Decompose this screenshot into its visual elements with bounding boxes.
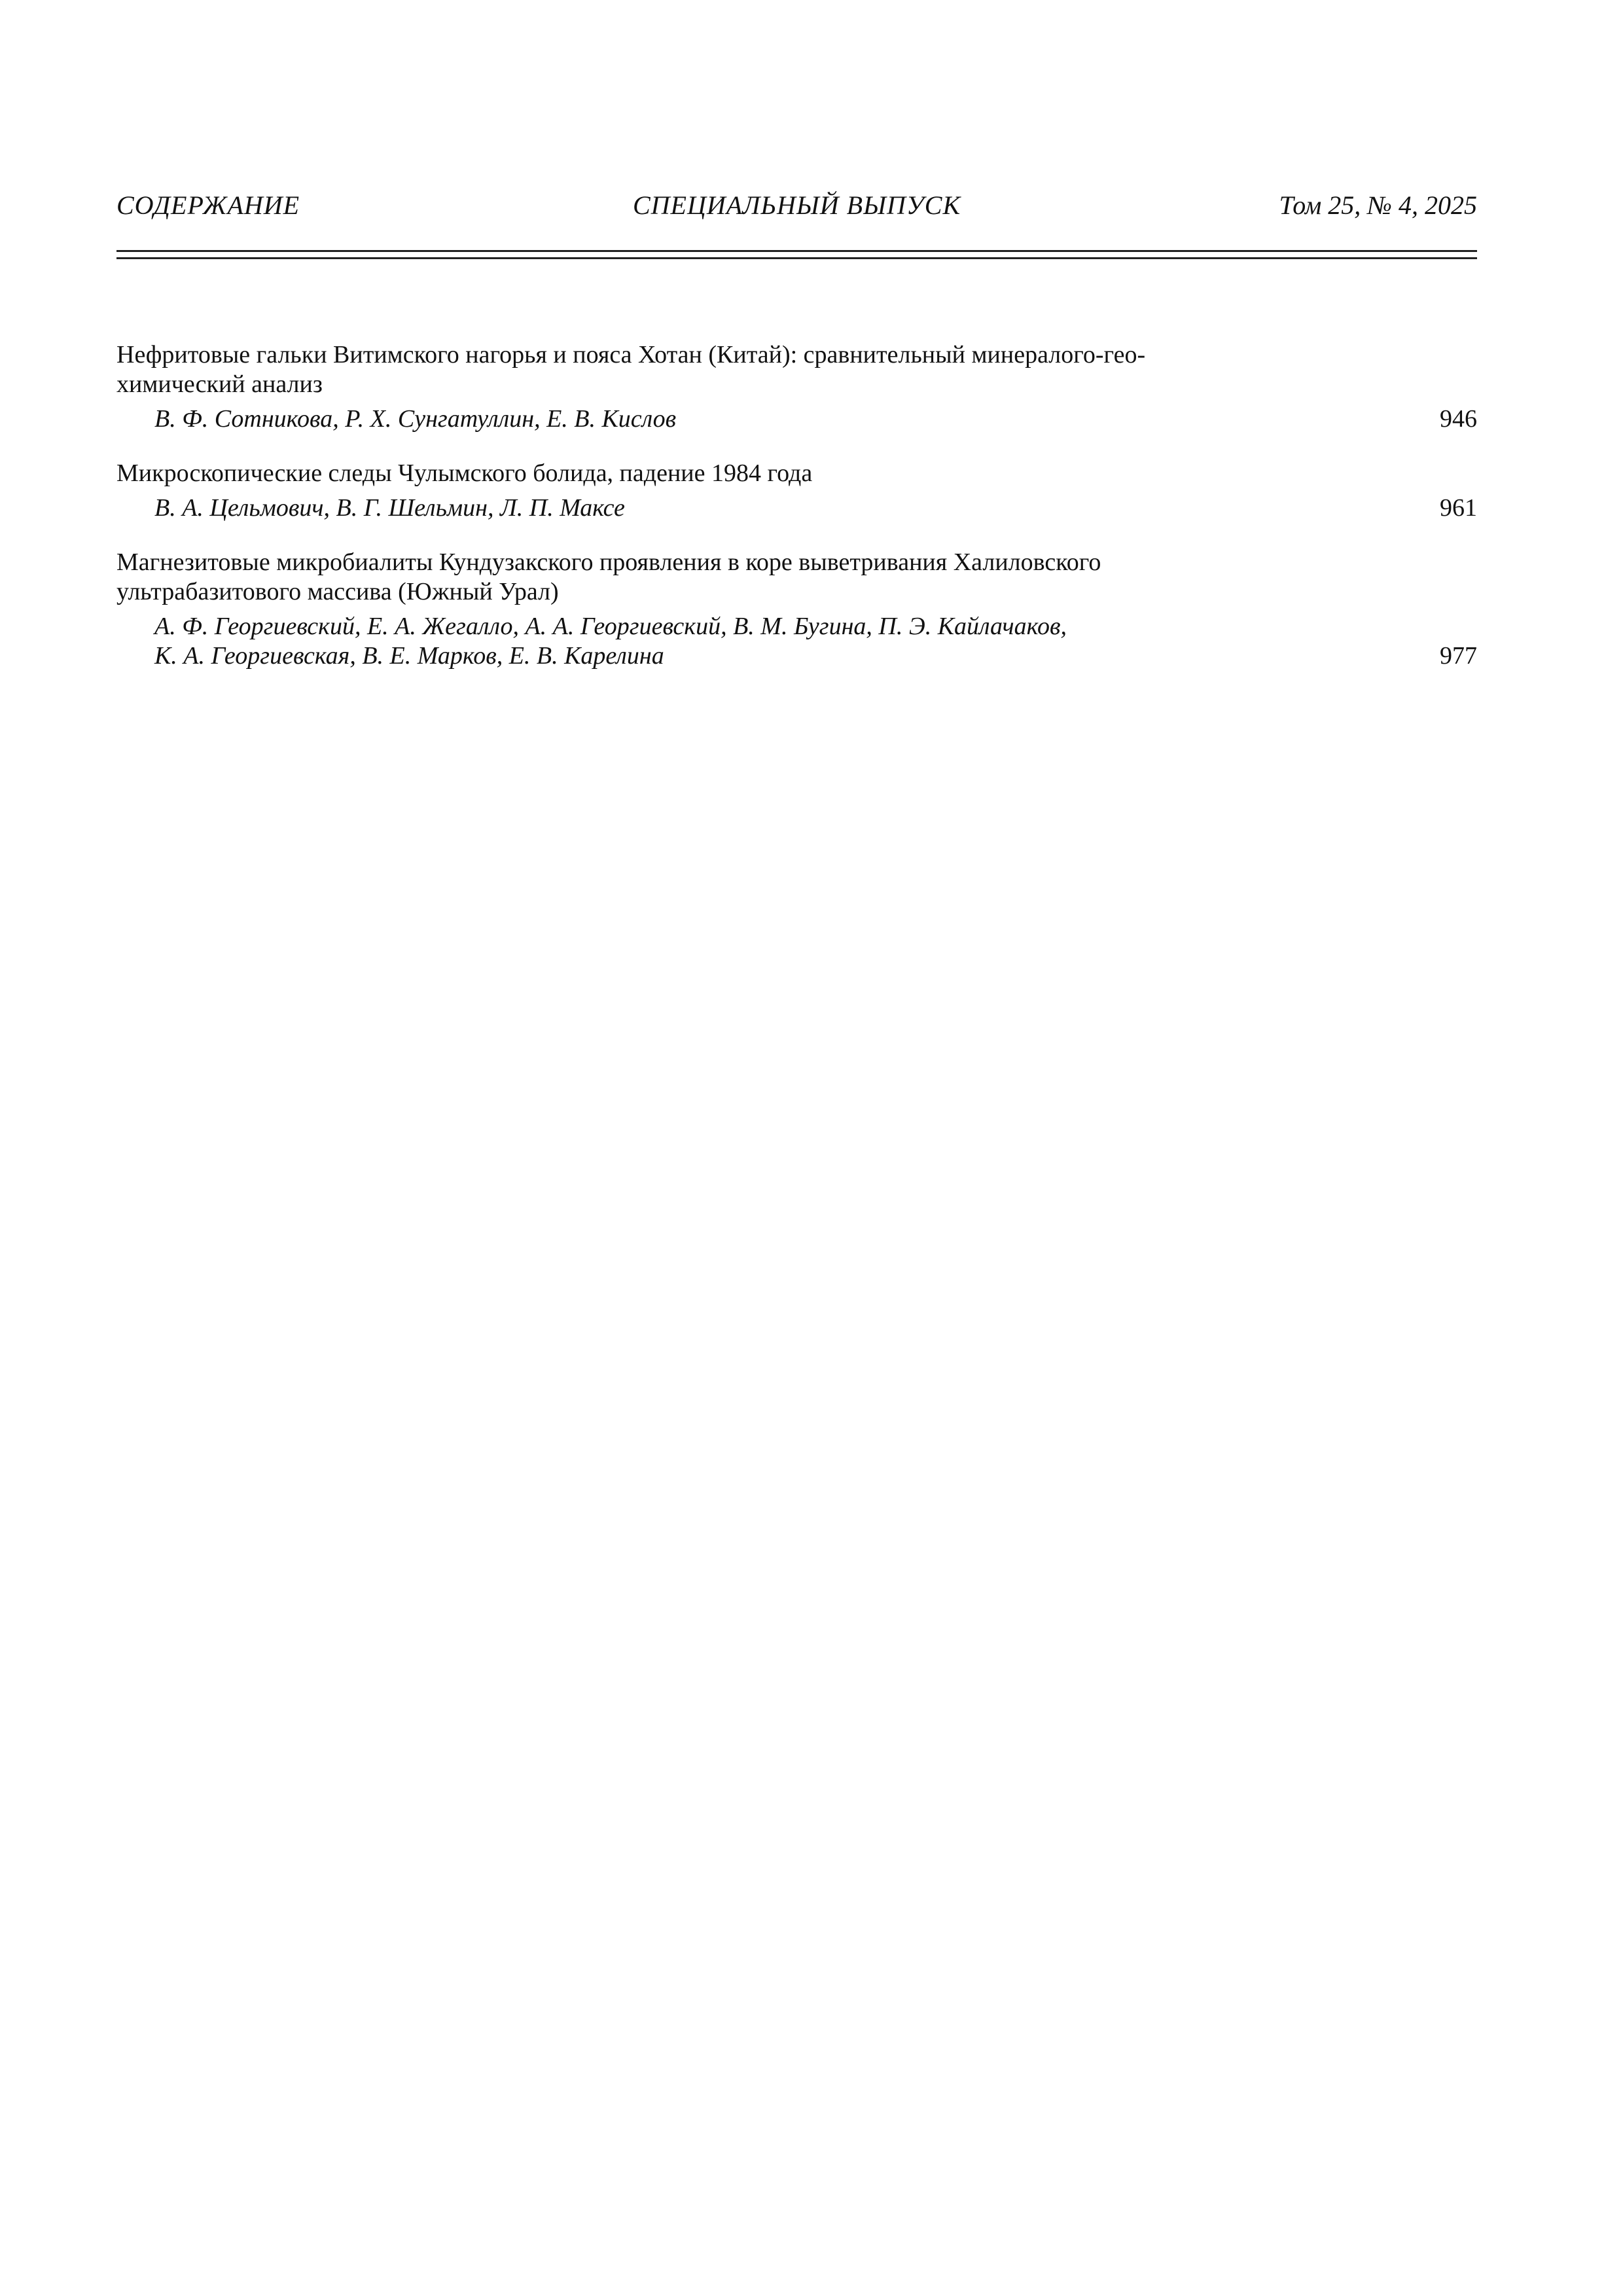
header-rule-bottom	[116, 257, 1477, 259]
toc-authors-line: В. Ф. Сотникова, Р. Х. Сунгатуллин, Е. В. Кислов	[154, 405, 677, 433]
toc-authors-row	[116, 612, 1477, 671]
toc-entry	[116, 459, 1477, 523]
toc-entry-title[interactable]	[116, 340, 1275, 399]
toc-title-line: Магнезитовые микробиалиты Кундузакского проявления в коре выветривания Халиловского	[116, 548, 1101, 576]
toc-title-line: химический анализ	[116, 370, 323, 398]
toc-entry-title[interactable]	[116, 548, 1275, 607]
header-rule-top	[116, 250, 1477, 252]
toc-authors-row	[116, 404, 1477, 434]
toc-title-line: ультрабазитового массива (Южный Урал)	[116, 578, 559, 605]
toc-authors-line: К. А. Георгиевская, В. Е. Марков, Е. В. Карелина	[154, 642, 664, 670]
toc-page-number[interactable]: 946	[1440, 405, 1477, 433]
header-volume-info: Том 25, № 4, 2025	[1279, 190, 1477, 220]
toc-entry	[116, 340, 1477, 434]
toc-authors-line: А. Ф. Георгиевский, Е. А. Жегалло, А. А. Георгиевский, В. М. Бугина, П. Э. Кайлачаков,	[154, 613, 1067, 640]
toc-page-number[interactable]: 977	[1440, 642, 1477, 670]
toc-entry-authors	[116, 612, 1267, 671]
toc-authors-row	[116, 493, 1477, 523]
header-section-label: СОДЕРЖАНИЕ	[116, 190, 300, 220]
toc-entry-authors	[116, 493, 1267, 523]
toc-title-line: Микроскопические следы Чулымского болида, падение 1984 года	[116, 459, 813, 487]
toc-page-number[interactable]: 961	[1440, 494, 1477, 522]
toc-entry-title[interactable]	[116, 459, 1275, 488]
toc-title-line: Нефритовые гальки Витимского нагорья и пояса Хотан (Китай): сравнительный минералого-гео-	[116, 341, 1146, 368]
table-of-contents	[116, 340, 1477, 671]
toc-entry	[116, 548, 1477, 671]
header-issue-label: СПЕЦИАЛЬНЫЙ ВЫПУСК	[632, 190, 961, 220]
toc-entry-authors	[116, 404, 1267, 434]
toc-authors-line: В. А. Цельмович, В. Г. Шельмин, Л. П. Максе	[154, 494, 625, 522]
running-header	[116, 187, 1477, 224]
